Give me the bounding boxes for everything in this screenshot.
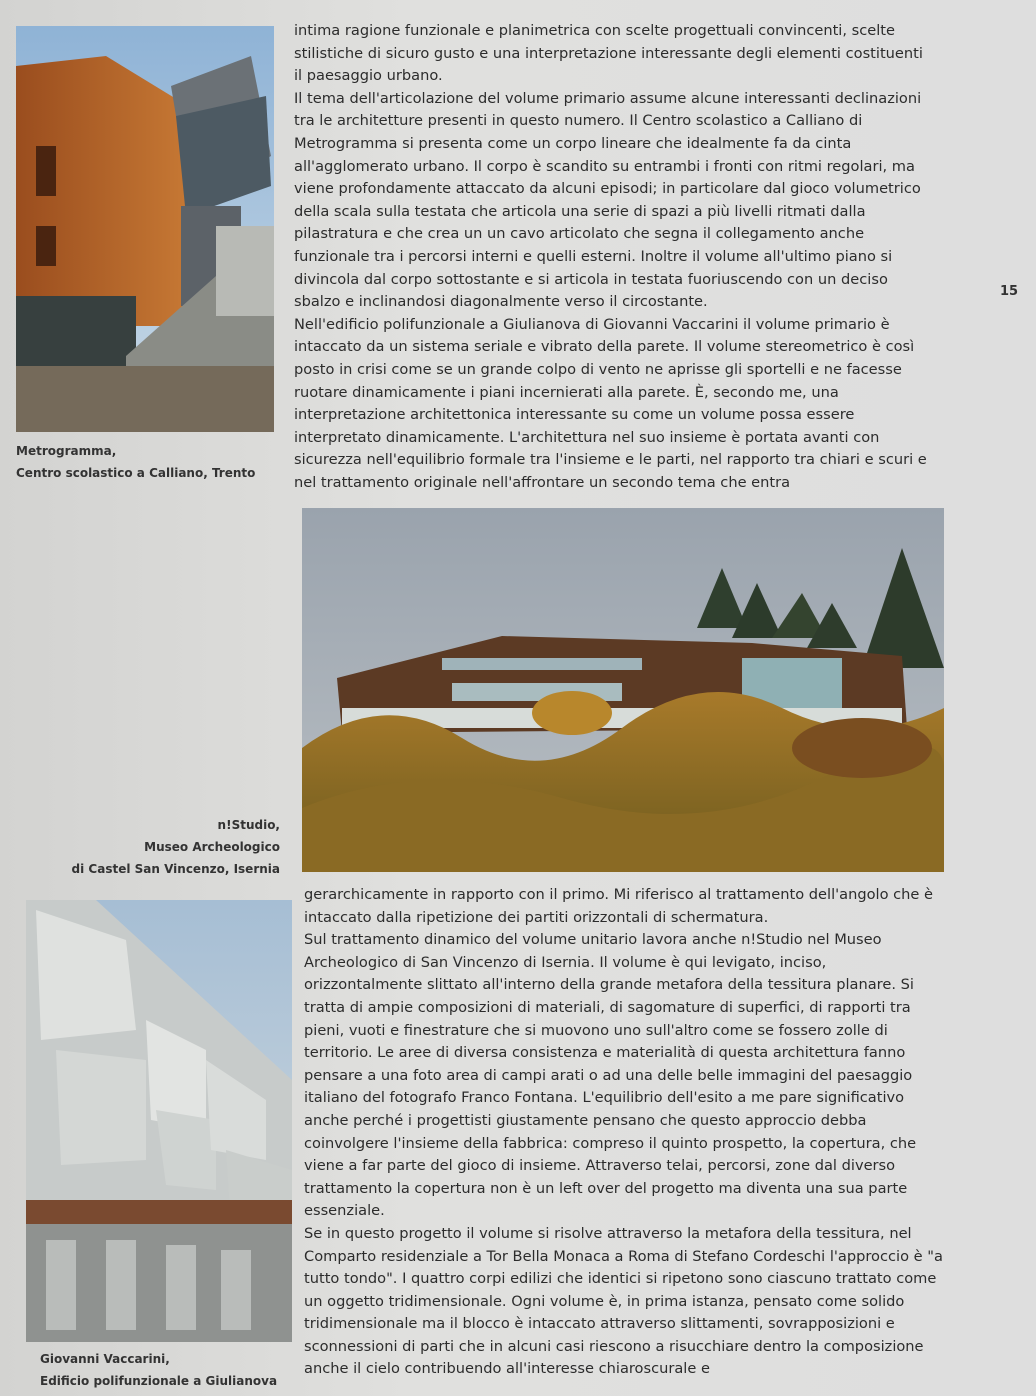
photo-giulianova-building bbox=[26, 900, 292, 1342]
caption-calliano-project: Centro scolastico a Calliano, Trento bbox=[16, 466, 256, 480]
paragraph: Il tema dell'articolazione del volume primario assume alcune interessanti declinazioni tra le architetture presenti in questo numero. Il Centro scolastico a Calliano di Metrogramma si presenta come un corpo lineare che idealmente fa da cinta all'agglomerato urbano. Il corpo è scandito su entrambi i fronti con ritmi regolari, ma viene profondamente attaccato da alcuni episodi; in particolare dal gioco volumetrico della scala sulla testata che articola una serie di spazi a più livelli ritmati dalla pilastratura e che crea un un cavo articolato che segna il collegamento anche funzionale tra i percorsi interni e quelli esterni. Inoltre il volume all'ultimo piano si divincola dal corpo sottostante e si articola in testata fuoriuscendo con un deciso sbalzo e inclinandosi diagonalmente verso il circostante. bbox=[294, 89, 922, 311]
giulianova-building-illustration bbox=[26, 900, 292, 1342]
page-number: 15 bbox=[1000, 284, 1019, 299]
paragraph: intima ragione funzionale e planimetrica con scelte progettuali convincenti, scelte stilistiche di sicuro gusto e una interpretazione interessante degli elementi costituenti il paesaggio urbano. bbox=[294, 22, 923, 85]
caption-isernia-architect: n!Studio, bbox=[217, 818, 280, 832]
caption-isernia-location: di Castel San Vincenzo, Isernia bbox=[71, 862, 280, 876]
article-text-bottom bbox=[304, 884, 944, 1381]
caption-giulianova-project: Edificio polifunzionale a Giulianova bbox=[40, 1374, 278, 1388]
paragraph: Nell'edificio polifunzionale a Giulianova di Giovanni Vaccarini il volume primario è intaccato da un sistema seriale e vibrato della parete. Il volume stereometrico è così posto in crisi come se un grande colpo di vento ne aprisse gli sportelli e ne facesse ruotare dinamicamente i piani incernierati alla parete. È, secondo me, una interpretazione architettonica interessante su come un volume possa essere interpretato dinamicamente. L'architettura nel suo insieme è portata avanti con sicurezza nell'equilibrio formale tra l'insieme e le parti, nel rapporto tra chiari e scuri e nel trattamento originale nell'affrontare un secondo tema che entra bbox=[294, 315, 927, 491]
caption-giulianova bbox=[40, 1348, 277, 1392]
caption-calliano bbox=[16, 440, 255, 484]
caption-isernia-project: Museo Archeologico bbox=[144, 840, 280, 854]
paragraph: Se in questo progetto il volume si risolve attraverso la metafora della tessitura, nel Comparto residenziale a Tor Bella Monaca a Roma di Stefano Cordeschi l'approccio è "a tutto tondo". I quattro corpi edilizi che identici si ripetono sono ciascuno trattato come un oggetto tridimensionale. Ogni volume è, in prima istanza, pensato come solido tridimensionale ma il blocco è intaccato attraverso slittamenti, sovrapposizioni e sconnessioni di parti che in alcuni casi riescono a risucchiare dentro la composizione anche il cielo contribuendo all'interesse chiaroscurale e bbox=[304, 1224, 943, 1378]
isernia-museum-illustration bbox=[302, 508, 944, 872]
photo-calliano-school bbox=[16, 26, 274, 432]
paragraph: Sul trattamento dinamico del volume unitario lavora anche n!Studio nel Museo Archeologico di San Vincenzo di Isernia. Il volume è qui levigato, inciso, orizzontalmente slittato all'interno della grande metafora della tessitura planare. Si tratta di ampie composizioni di materiali, di sagomature di superfici, di rapporti tra pieni, vuoti e finestrature che si muovono uno sull'altro come se fossero zolle di territorio. Le aree di diversa consistenza e materialità di questa architettura fanno pensare a una foto area di campi arati o ad una delle belle immagini del paesaggio italiano del fotografo Franco Fontana. L'equilibrio dell'esito a me pare significativo anche perché i progettisti giustamente pensano che questo approccio debba coinvolgere l'insieme della fabbrica: compreso il quinto prospetto, la copertura, che viene a far parte del gioco di insieme. Attraverso telai, percorsi, zone dal diverso trattamento la copertura non è un left over del progetto ma diventa una sua parte essenziale. bbox=[304, 931, 917, 1220]
paragraph: gerarchicamente in rapporto con il primo. Mi riferisco al trattamento dell'angolo che è intaccato dalla ripetizione dei partiti orizzontali di schermatura. bbox=[304, 886, 934, 926]
article-text-top bbox=[294, 20, 934, 494]
calliano-building-illustration bbox=[16, 26, 274, 432]
caption-calliano-architect: Metrogramma, bbox=[16, 444, 117, 458]
caption-isernia bbox=[72, 814, 280, 880]
photo-isernia-museum bbox=[302, 508, 944, 872]
caption-giulianova-architect: Giovanni Vaccarini, bbox=[40, 1352, 170, 1366]
